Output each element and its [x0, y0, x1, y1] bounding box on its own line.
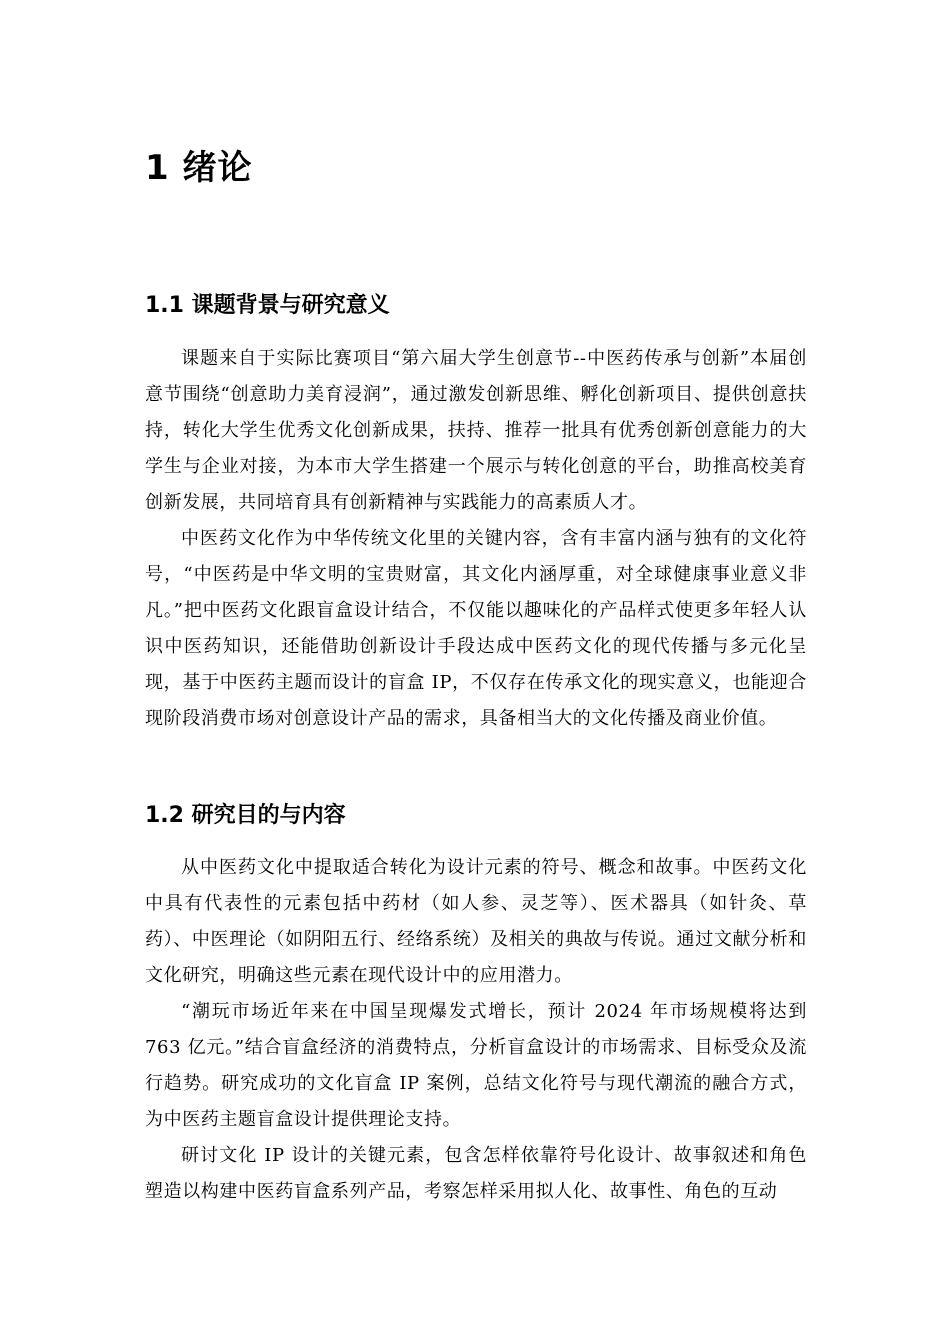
section-body-1-1	[145, 341, 807, 737]
section-heading-1-1: 1.1 课题背景与研究意义	[145, 293, 390, 318]
paragraph: 中医药文化作为中华传统文化里的关键内容，含有丰富内涵与独有的文化符号，“中医药是中华文明的宝贵财富，其文化内涵厚重，对全球健康事业意义非凡。”把中医药文化跟盲盒设计结合，不仅能以趣味化的产品样式使更多年轻人认识中医药知识，还能借助创新设计手段达成中医药文化的现代传播与多元化呈现，基于中医药主题而设计的盲盒 IP，不仅存在传承文化的现实意义，也能迎合现阶段消费市场对创意设计产品的需求，具备相当大的文化传播及商业价值。	[145, 528, 807, 729]
chapter-title: 1 绪论	[145, 148, 253, 188]
paragraph: 研讨文化 IP 设计的关键元素，包含怎样依靠符号化设计、故事叙述和角色塑造以构建中医药盲盒系列产品，考察怎样采用拟人化、故事性、角色的互动	[145, 1145, 807, 1202]
paragraph: 从中医药文化中提取适合转化为设计元素的符号、概念和故事。中医药文化中具有代表性的元素包括中药材（如人参、灵芝等）、医术器具（如针灸、草药）、中医理论（如阴阳五行、经络系统）及相关的典故与传说。通过文献分析和文化研究，明确这些元素在现代设计中的应用潜力。	[145, 857, 807, 986]
paragraph: 课题来自于实际比赛项目“第六届大学生创意节--中医药传承与创新”本届创意节围绕“创意助力美育浸润”，通过激发创新思维、孵化创新项目、提供创意扶持，转化大学生优秀文化创新成果，扶持、推荐一批具有优秀创新创意能力的大学生与企业对接，为本市大学生搭建一个展示与转化创意的平台，助推高校美育创新发展，共同培育具有创新精神与实践能力的高素质人才。	[145, 348, 807, 513]
paragraph: “潮玩市场近年来在中国呈现爆发式增长，预计 2024 年市场规模将达到 763 亿元。”结合盲盒经济的消费特点，分析盲盒设计的市场需求、目标受众及流行趋势。研究成功的文化盲盒 IP 案例，总结文化符号与现代潮流的融合方式，为中医药主题盲盒设计提供理论支持。	[145, 1001, 807, 1130]
section-body-1-2	[145, 850, 807, 1210]
section-heading-1-2: 1.2 研究目的与内容	[145, 803, 346, 828]
